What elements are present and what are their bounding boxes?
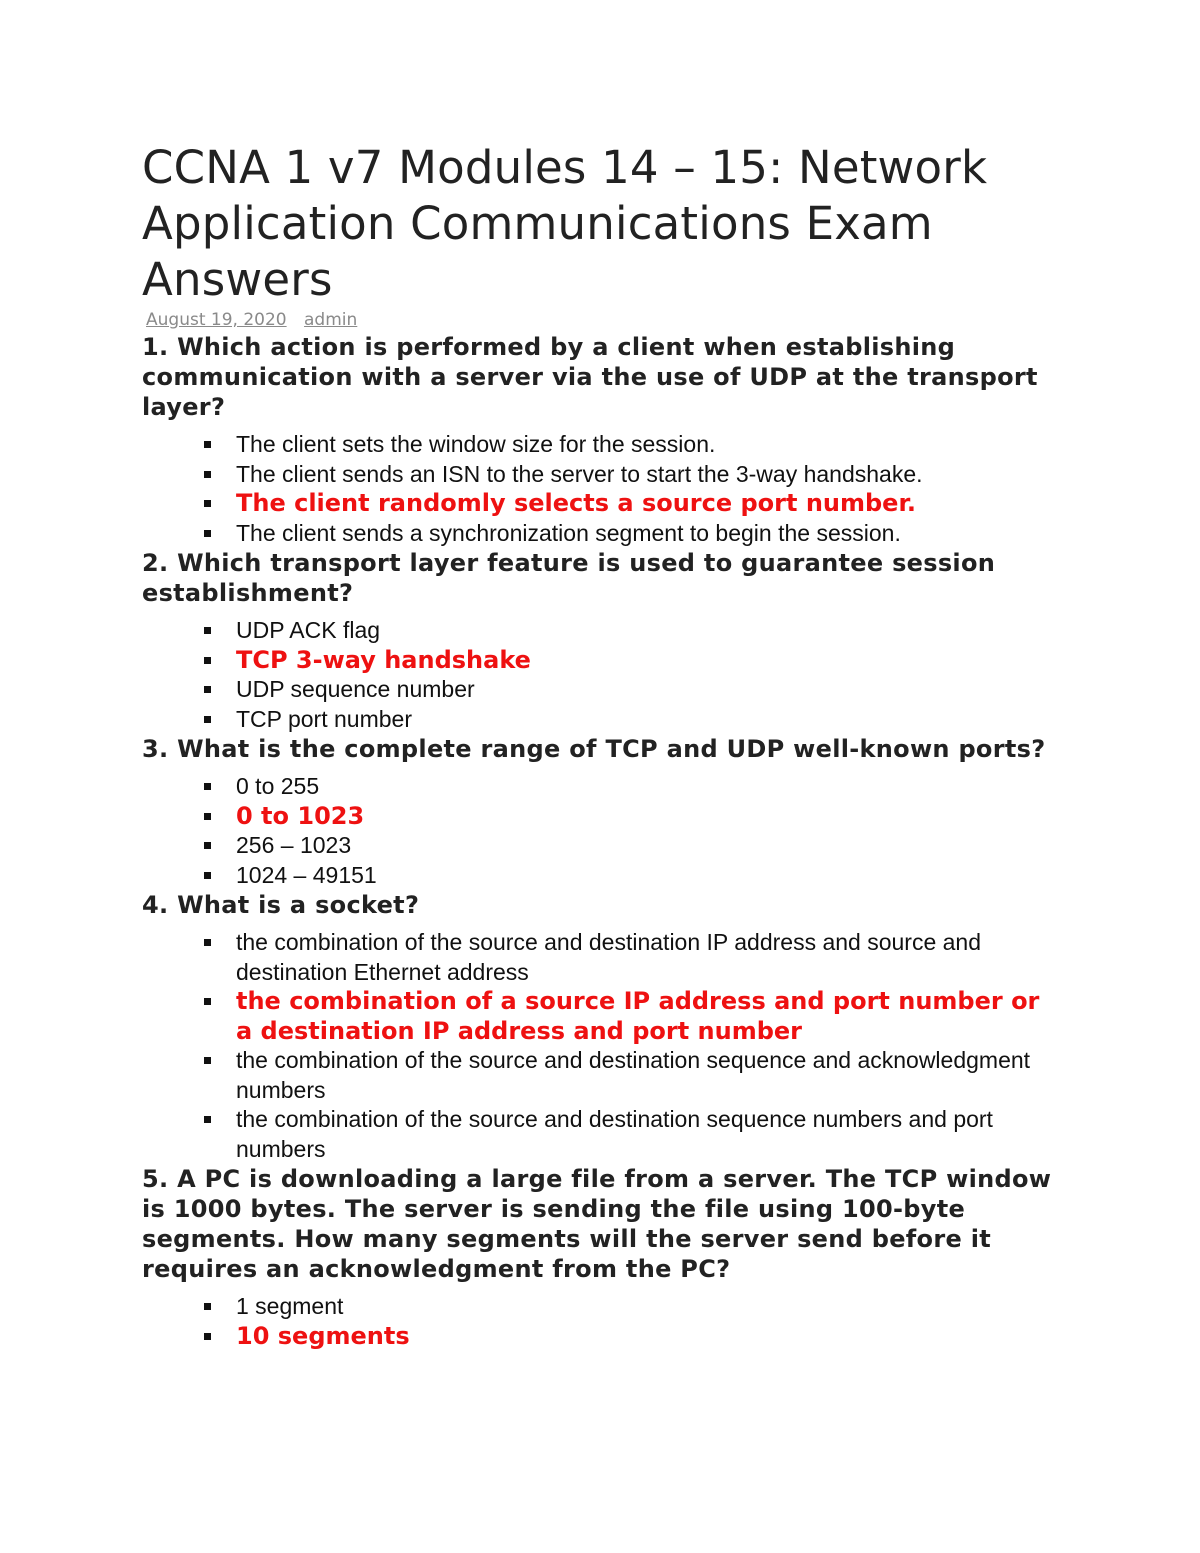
square-bullet-icon <box>204 842 211 849</box>
answer-option <box>142 928 1062 987</box>
correct-answer-option <box>142 489 1062 519</box>
answer-list <box>142 772 1062 890</box>
question-block <box>142 1164 1062 1351</box>
answer-text: 256 – 1023 <box>236 832 352 858</box>
answer-list <box>142 1292 1062 1351</box>
answer-option <box>142 1046 1062 1105</box>
answer-text: UDP sequence number <box>236 676 475 702</box>
answer-text: UDP ACK flag <box>236 617 381 643</box>
square-bullet-icon <box>204 686 211 693</box>
answer-option <box>142 705 1062 735</box>
post-meta <box>142 308 1062 332</box>
answer-option <box>142 1105 1062 1164</box>
square-bullet-icon <box>204 998 211 1005</box>
answer-text: 0 to 255 <box>236 773 320 799</box>
article <box>142 140 1062 1351</box>
answer-text: 1 segment <box>236 1293 344 1319</box>
correct-answer-option <box>142 646 1062 676</box>
question-block <box>142 332 1062 548</box>
question-text: 3. What is the complete range of TCP and UDP well-known ports? <box>142 735 1046 763</box>
square-bullet-icon <box>204 627 211 634</box>
answer-option <box>142 861 1062 891</box>
square-bullet-icon <box>204 530 211 537</box>
question-block <box>142 734 1062 890</box>
answer-option <box>142 675 1062 705</box>
correct-answer-option <box>142 1322 1062 1352</box>
answer-text: the combination of the source and destination sequence numbers and port numbers <box>236 1106 993 1162</box>
answer-option <box>142 430 1062 460</box>
square-bullet-icon <box>204 1057 211 1064</box>
square-bullet-icon <box>204 939 211 946</box>
answer-text: 1024 – 49151 <box>236 861 377 888</box>
square-bullet-icon <box>204 1303 211 1310</box>
post-author-link[interactable]: admin <box>304 310 358 330</box>
answer-option <box>142 460 1062 490</box>
question-text: 5. A PC is downloading a large file from a server. The TCP window is 1000 bytes. The server is sending the file using 100-byte segments. How many segments will the server send before it requires an acknowledgment from the PC? <box>142 1165 1052 1283</box>
page-title: CCNA 1 v7 Modules 14 – 15: Network Application Communications Exam Answers <box>142 141 988 306</box>
answer-list <box>142 430 1062 548</box>
square-bullet-icon <box>204 657 211 664</box>
answer-list <box>142 616 1062 734</box>
square-bullet-icon <box>204 1116 211 1123</box>
question-block <box>142 890 1062 1164</box>
answer-option <box>142 616 1062 646</box>
correct-answer-option <box>142 987 1062 1046</box>
square-bullet-icon <box>204 500 211 507</box>
square-bullet-icon <box>204 813 211 820</box>
square-bullet-icon <box>204 471 211 478</box>
question-block <box>142 548 1062 734</box>
answer-option <box>142 772 1062 802</box>
answer-text: 10 segments <box>236 1321 410 1350</box>
square-bullet-icon <box>204 783 211 790</box>
answer-text: the combination of the source and destination IP address and source and destination Ethernet address <box>236 929 982 985</box>
post-date-link[interactable]: August 19, 2020 <box>146 310 287 330</box>
answer-option <box>142 831 1062 861</box>
answer-text: The client sends a synchronization segment to begin the session. <box>236 519 901 546</box>
correct-answer-option <box>142 802 1062 832</box>
answer-text: the combination of a source IP address and port number or a destination IP address and port number <box>236 987 1040 1045</box>
answer-text: The client sends an ISN to the server to start the 3-way handshake. <box>236 460 923 487</box>
question-text: 4. What is a socket? <box>142 891 420 919</box>
square-bullet-icon <box>204 441 211 448</box>
square-bullet-icon <box>204 716 211 723</box>
answer-text: TCP 3-way handshake <box>236 645 531 674</box>
answer-option <box>142 1292 1062 1322</box>
answer-text: the combination of the source and destination sequence and acknowledgment numbers <box>236 1047 1031 1103</box>
answer-text: The client randomly selects a source port number. <box>236 489 916 517</box>
question-text: 2. Which transport layer feature is used to guarantee session establishment? <box>142 549 996 607</box>
answer-text: TCP port number <box>236 705 412 732</box>
answer-text: The client sets the window size for the session. <box>236 431 716 457</box>
question-text: 1. Which action is performed by a client when establishing communication with a server via the use of UDP at the transport layer? <box>142 333 1038 421</box>
square-bullet-icon <box>204 872 211 879</box>
answer-text: 0 to 1023 <box>236 801 365 830</box>
answer-option <box>142 519 1062 549</box>
answer-list <box>142 928 1062 1164</box>
square-bullet-icon <box>204 1333 211 1340</box>
